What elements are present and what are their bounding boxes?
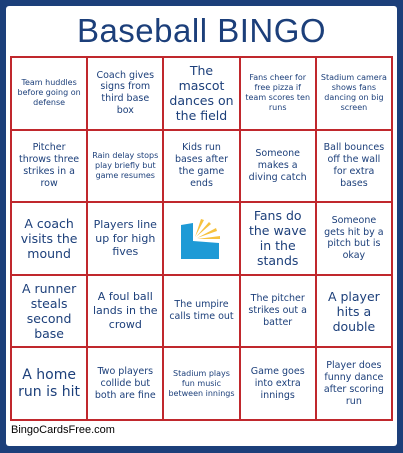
card-title: Baseball BINGO: [76, 12, 327, 49]
bingo-cell[interactable]: Fans do the wave in the stands: [240, 202, 316, 275]
bingo-cell[interactable]: Rain delay stops play briefly but game resumes: [87, 130, 163, 203]
bingo-cell[interactable]: A runner steals second base: [11, 275, 87, 348]
bingo-cell[interactable]: Someone gets hit by a pitch but is okay: [316, 202, 392, 275]
bingo-cell[interactable]: Fans cheer for free pizza if team scores ten runs: [240, 57, 316, 130]
bingo-cell[interactable]: Stadium plays fun music between innings: [163, 347, 239, 420]
bingo-cell[interactable]: Team huddles before going on defense: [11, 57, 87, 130]
bingo-cell[interactable]: The mascot dances on the field: [163, 57, 239, 130]
bingo-cell[interactable]: A player hits a double: [316, 275, 392, 348]
bingo-grid: [10, 56, 393, 421]
bingocardsfree-logo-icon: [179, 215, 223, 261]
bingo-cell[interactable]: Kids run bases after the game ends: [163, 130, 239, 203]
bingo-cell[interactable]: Player does funny dance after scoring run: [316, 347, 392, 420]
bingo-cell[interactable]: Game goes into extra innings: [240, 347, 316, 420]
bingo-cell[interactable]: A foul ball lands in the crowd: [87, 275, 163, 348]
footer-brand: BingoCardsFree.com: [11, 424, 115, 436]
bingo-cell[interactable]: A home run is hit: [11, 347, 87, 420]
bingo-cell[interactable]: Pitcher throws three strikes in a row: [11, 130, 87, 203]
bingo-cell[interactable]: Ball bounces off the wall for extra bases: [316, 130, 392, 203]
bingo-cell[interactable]: Coach gives signs from third base box: [87, 57, 163, 130]
bingo-cell[interactable]: The umpire calls time out: [163, 275, 239, 348]
bingo-cell[interactable]: Two players collide but both are fine: [87, 347, 163, 420]
bingo-card: [6, 6, 397, 446]
bingo-cell[interactable]: A coach visits the mound: [11, 202, 87, 275]
bingo-cell[interactable]: The pitcher strikes out a batter: [240, 275, 316, 348]
bingo-cell[interactable]: Stadium camera shows fans dancing on big screen: [316, 57, 392, 130]
bingo-cell[interactable]: Someone makes a diving catch: [240, 130, 316, 203]
bingo-cell[interactable]: Players line up for high fives: [87, 202, 163, 275]
free-space[interactable]: [163, 202, 239, 275]
